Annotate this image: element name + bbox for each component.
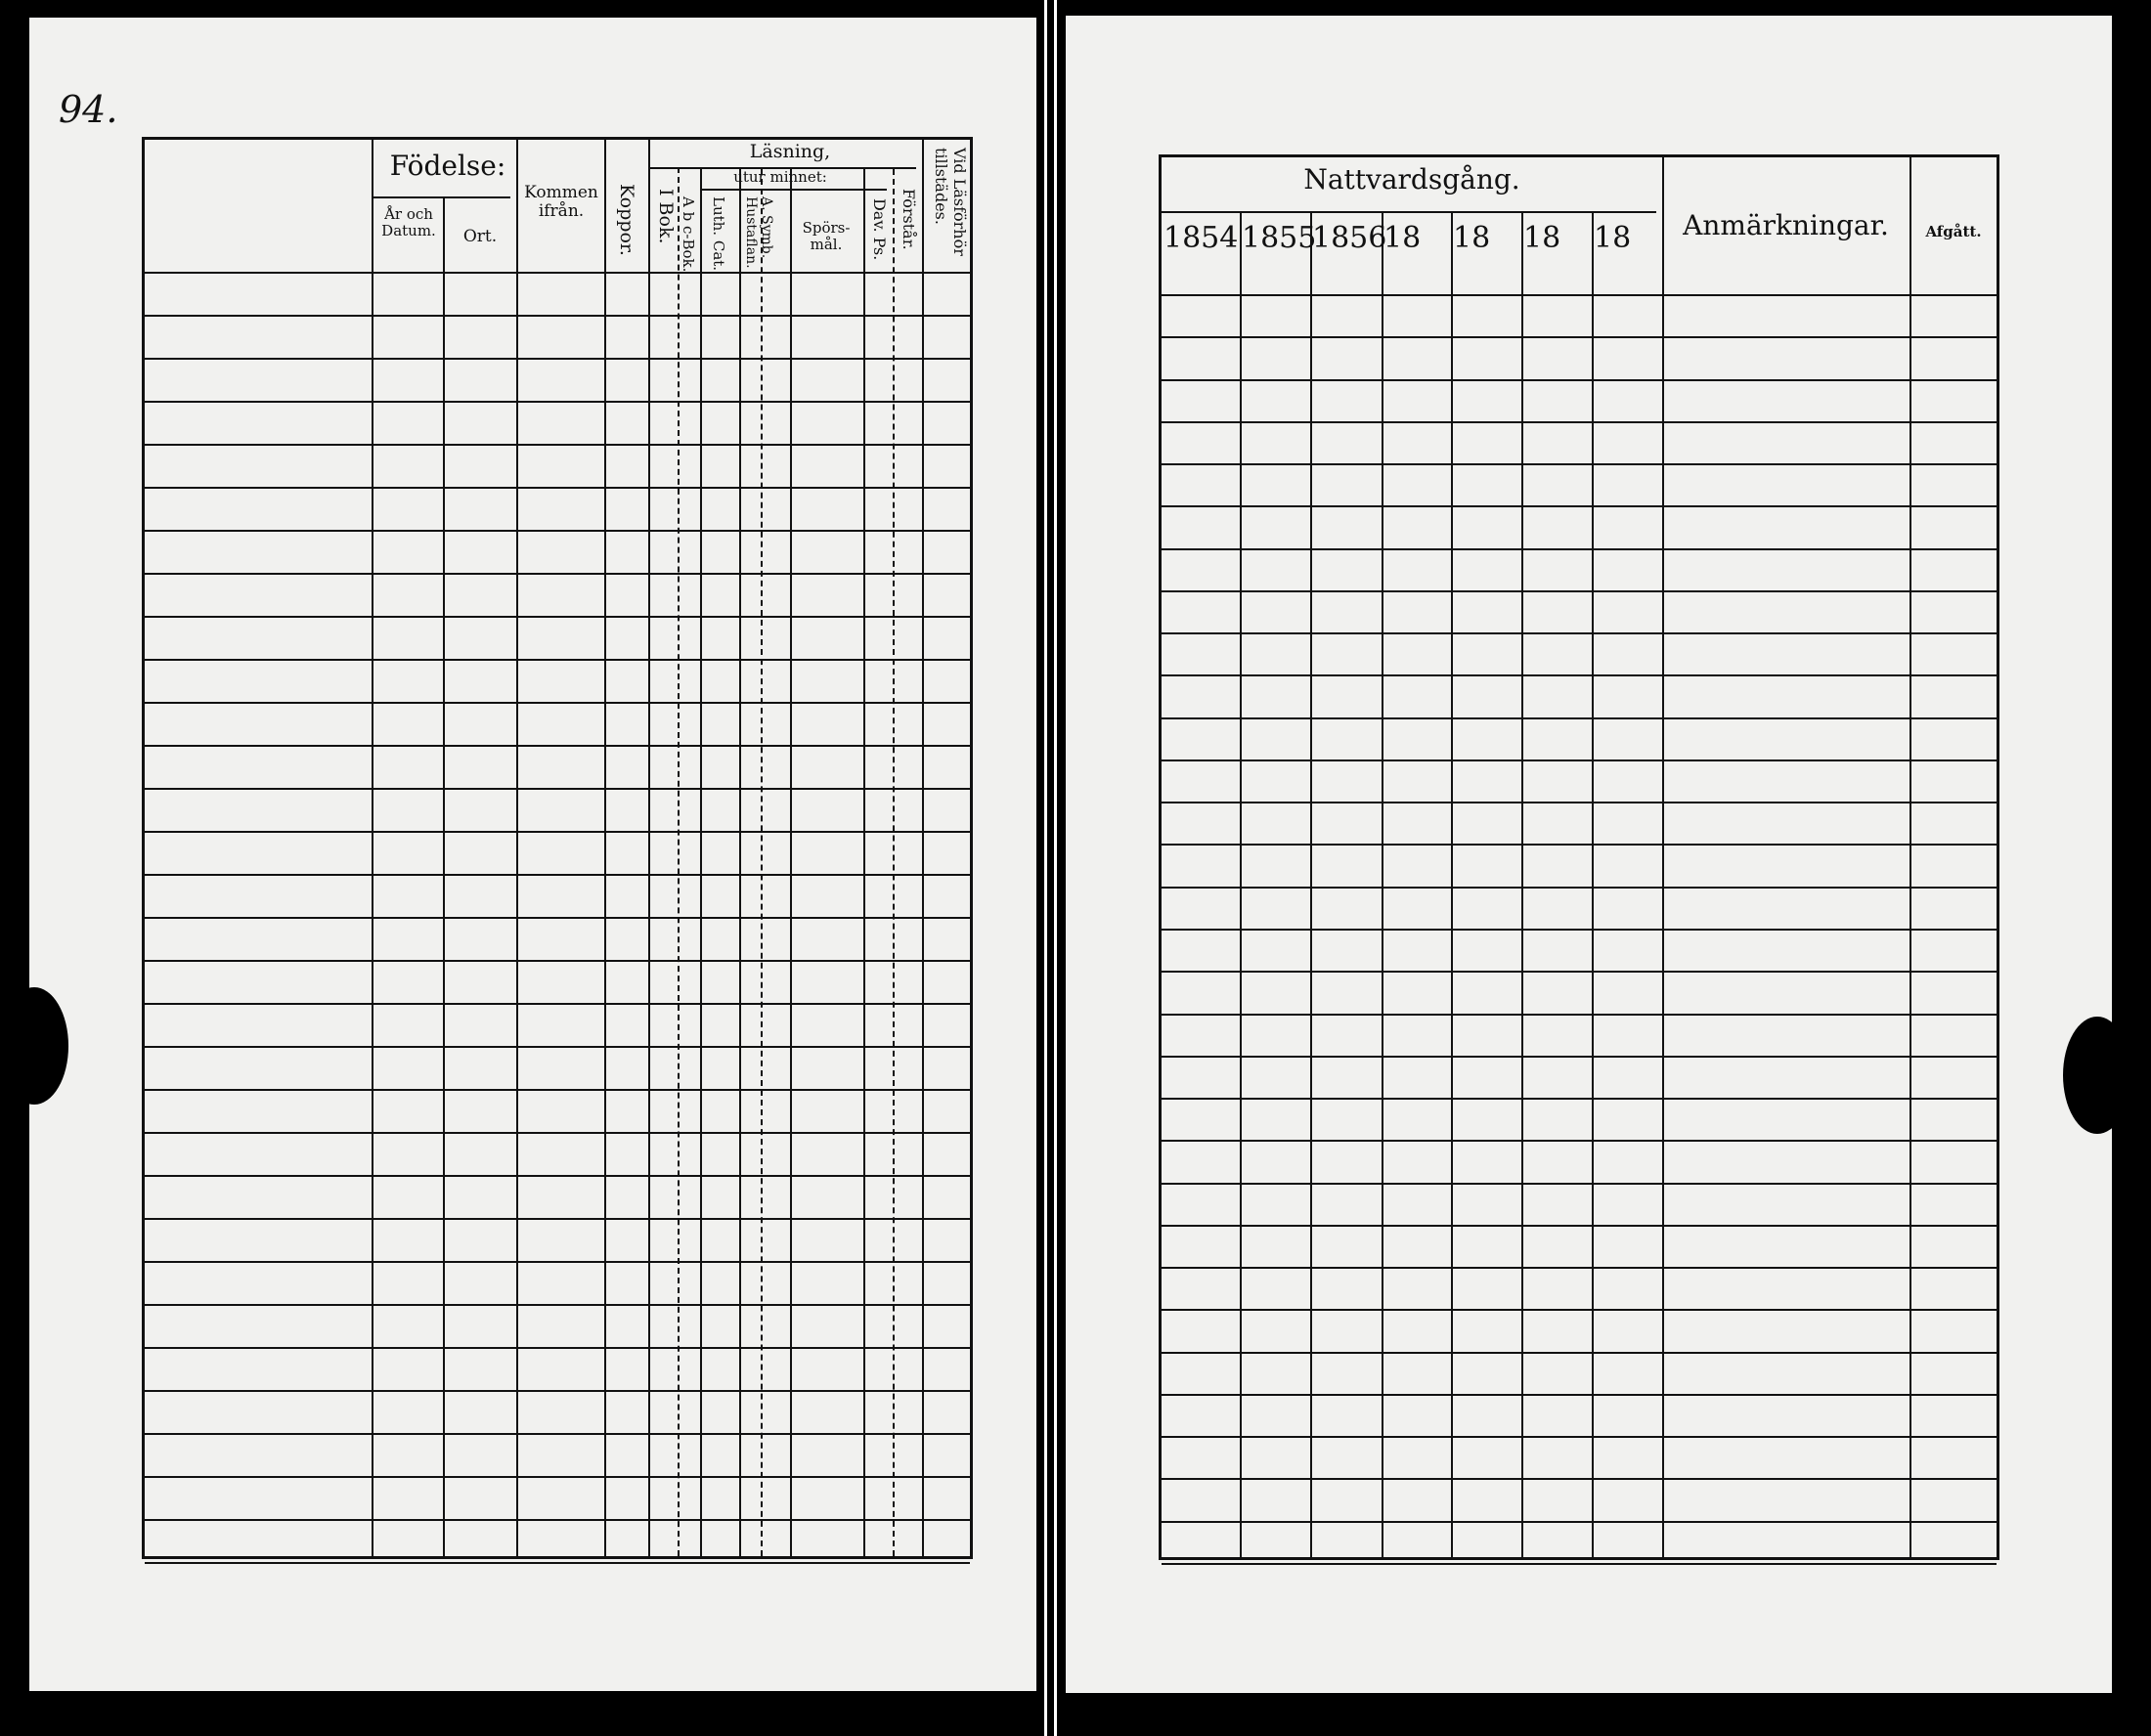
row-line: [1162, 336, 1997, 338]
row-line: [1162, 971, 1997, 973]
row-line: [1162, 1225, 1997, 1227]
row-line: [1162, 590, 1997, 592]
left-table-rows: [145, 272, 970, 1556]
row-line: [145, 1175, 970, 1177]
row-line: [145, 444, 970, 446]
vid-lasforhor-header: Vid Läsförhör tillstädes.: [932, 148, 969, 256]
year-header: 1855: [1242, 221, 1317, 255]
right-register-table: [1159, 154, 1999, 1560]
row-line: [1162, 548, 1997, 550]
row-line: [145, 745, 970, 747]
ort-header: Ort.: [462, 227, 498, 246]
row-line: [145, 1347, 970, 1349]
row-line: [1162, 1436, 1997, 1438]
row-line: [1162, 1478, 1997, 1480]
row-line: [1162, 1098, 1997, 1100]
row-line: [1162, 1183, 1997, 1185]
row-line: [145, 960, 970, 962]
row-line: [145, 702, 970, 704]
row-line: [145, 358, 970, 360]
row-line: [145, 573, 970, 575]
page-number: 94.: [59, 88, 118, 131]
row-line: [1162, 379, 1997, 381]
year-header: 18: [1594, 221, 1632, 255]
row-line: [145, 917, 970, 919]
row-line: [1162, 717, 1997, 719]
row-line: [1162, 929, 1997, 931]
row-line: [145, 1218, 970, 1220]
row-line: [145, 1476, 970, 1478]
row-line: [1162, 1352, 1997, 1354]
row-line: [1162, 1394, 1997, 1396]
row-line: [1162, 632, 1997, 634]
row-line: [145, 401, 970, 403]
row-line: [1162, 294, 1997, 296]
afgatt-header: Afgått.: [1925, 223, 1982, 240]
row-line: [1162, 844, 1997, 846]
row-line: [1162, 1267, 1997, 1269]
left-thumb-notch: [0, 987, 68, 1105]
book-gutter: [1036, 0, 1066, 1736]
ar-och-datum-header: År och Datum.: [381, 205, 436, 239]
year-header: 1854: [1163, 221, 1239, 255]
row-line: [1162, 1563, 1997, 1565]
right-thumb-notch: [2063, 1017, 2131, 1134]
row-line: [145, 1433, 970, 1435]
row-line: [145, 1089, 970, 1091]
year-header: 18: [1523, 221, 1561, 255]
row-line: [1162, 1014, 1997, 1016]
row-line: [1162, 1140, 1997, 1142]
row-line: [145, 272, 970, 274]
row-line: [1162, 463, 1997, 465]
row-line: [145, 315, 970, 317]
forstar-header: Förstår.: [900, 189, 918, 250]
row-line: [145, 487, 970, 489]
row-line: [1162, 802, 1997, 803]
dav-ps-header: Dav. Ps.: [870, 198, 889, 261]
row-line: [145, 616, 970, 618]
row-line: [145, 874, 970, 876]
a-symb-header: A. Symb. Hustaflan.: [743, 196, 774, 269]
sporsmal-header: Spörs-mål.: [802, 219, 851, 253]
anmarkningar-header: Anmärkningar.: [1683, 209, 1889, 241]
row-line: [145, 1003, 970, 1005]
row-line: [145, 1261, 970, 1263]
row-line: [1162, 1056, 1997, 1058]
fodelse-header: Födelse:: [389, 150, 506, 182]
row-line: [145, 1046, 970, 1048]
row-line: [145, 831, 970, 833]
row-line: [145, 788, 970, 790]
left-register-table: [142, 137, 973, 1559]
row-line: [145, 1132, 970, 1134]
utur-minnet-header: utur minnet:: [733, 168, 827, 186]
kommen-ifran-header: Kommen ifrån.: [524, 183, 598, 221]
row-line: [1162, 1309, 1997, 1311]
row-line: [1162, 421, 1997, 423]
year-header: 1856: [1312, 221, 1387, 255]
koppor-header: Koppor.: [616, 184, 637, 256]
row-line: [1162, 1521, 1997, 1523]
row-line: [145, 1562, 970, 1564]
abc-bok-header: A b c-Bok.: [680, 196, 697, 273]
i-bok-header: I Bok.: [655, 189, 677, 244]
row-line: [145, 530, 970, 532]
row-line: [1162, 674, 1997, 676]
right-table-rows: [1162, 294, 1997, 1557]
row-line: [1162, 760, 1997, 761]
year-header: 18: [1453, 221, 1491, 255]
row-line: [145, 1304, 970, 1306]
row-line: [145, 1519, 970, 1521]
row-line: [145, 659, 970, 661]
row-line: [1162, 505, 1997, 507]
nattvardsgang-header: Nattvardsgång.: [1303, 163, 1520, 195]
row-line: [1162, 887, 1997, 889]
lasning-header: Läsning,: [749, 141, 831, 162]
year-header: 18: [1383, 221, 1422, 255]
luth-cat-header: Luth. Cat.: [710, 196, 727, 272]
row-line: [145, 1390, 970, 1392]
